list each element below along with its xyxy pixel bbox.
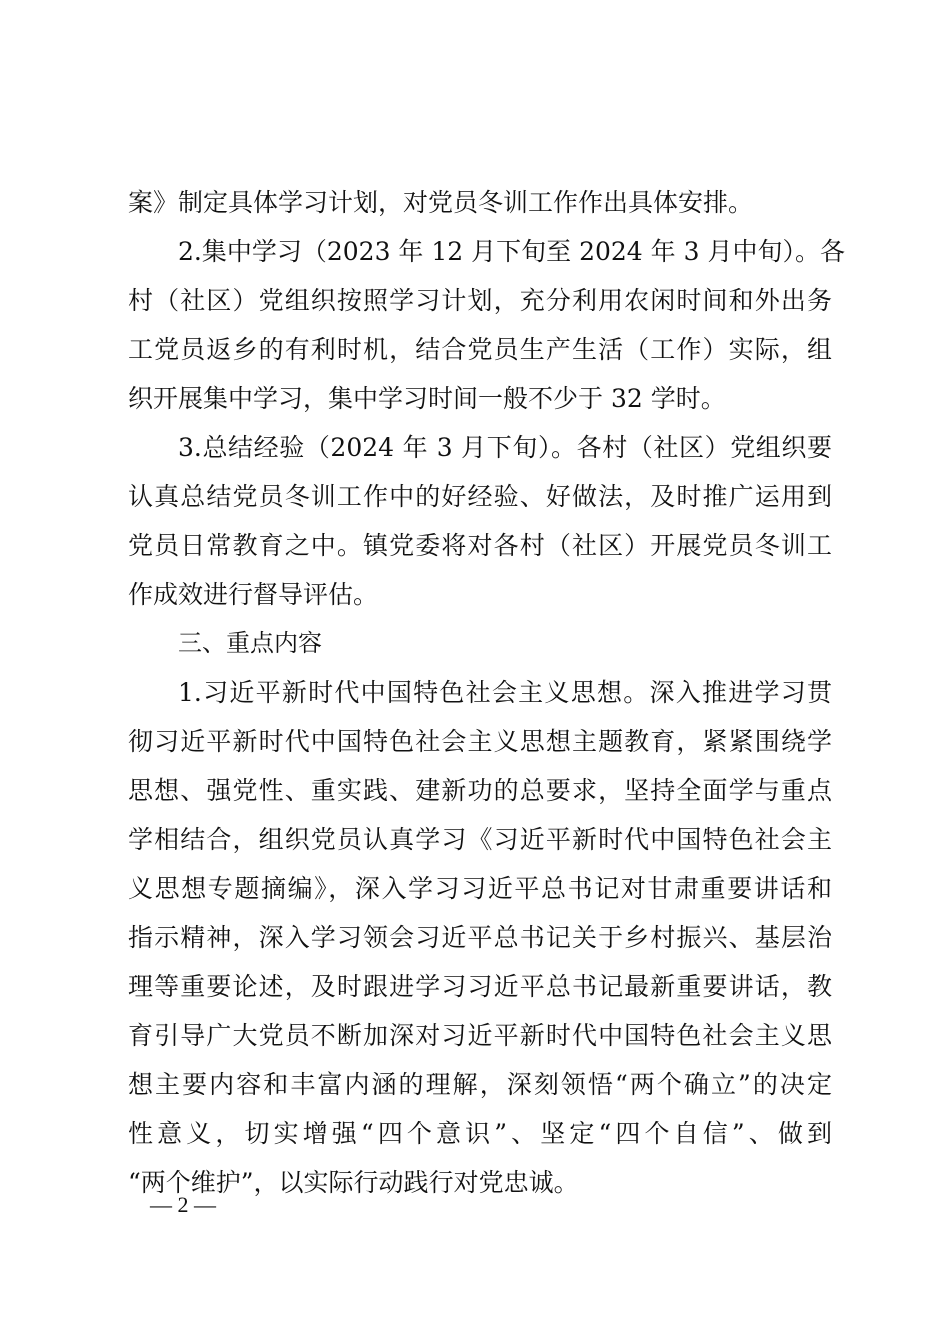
body-line: 思想、强党性、重实践、建新功的总要求，坚持全面学与重点 <box>128 776 832 805</box>
body-line: 认真总结党员冬训工作中的好经验、好做法，及时推广运用到 <box>128 482 832 511</box>
body-line: 3.总结经验（2024 年 3 月下旬）。各村（社区）党组织要 <box>178 433 832 462</box>
body-line: 想主要内容和丰富内涵的理解，深刻领悟“两个确立”的决定 <box>128 1070 832 1099</box>
body-line: 性意义，切实增强“四个意识”、坚定“四个自信”、做到 <box>128 1119 832 1148</box>
body-line: 彻习近平新时代中国特色社会主义思想主题教育，紧紧围绕学 <box>128 727 832 756</box>
body-line: 作成效进行督导评估。 <box>128 580 379 609</box>
body-line: 村（社区）党组织按照学习计划，充分利用农闲时间和外出务 <box>128 286 832 315</box>
body-line: 1.习近平新时代中国特色社会主义思想。深入推进学习贯 <box>178 678 832 707</box>
body-line: 案》制定具体学习计划，对党员冬训工作作出具体安排。 <box>128 188 754 217</box>
body-line: 理等重要论述，及时跟进学习习近平总书记最新重要讲话，教 <box>128 972 832 1001</box>
body-line: 2.集中学习（2023 年 12 月下旬至 2024 年 3 月中旬）。各 <box>178 237 845 266</box>
body-line: 育引导广大党员不断加深对习近平新时代中国特色社会主义思 <box>128 1021 832 1050</box>
body-line: 指示精神，深入学习领会习近平总书记关于乡村振兴、基层治 <box>128 923 832 952</box>
body-line: 工党员返乡的有利时机，结合党员生产生活（工作）实际，组 <box>128 335 832 364</box>
document-body <box>128 178 845 1207</box>
body-line: 义思想专题摘编》，深入学习习近平总书记对甘肃重要讲话和 <box>128 874 832 903</box>
section-heading: 三、重点内容 <box>178 629 322 657</box>
body-line: 党员日常教育之中。镇党委将对各村（社区）开展党员冬训工 <box>128 531 832 560</box>
body-line: “两个维护”，以实际行动践行对党忠诚。 <box>128 1168 579 1197</box>
body-line: 织开展集中学习，集中学习时间一般不少于 32 学时。 <box>128 384 726 413</box>
body-line: 学相结合，组织党员认真学习《习近平新时代中国特色社会主 <box>128 825 832 854</box>
page-number: — 2 — <box>150 1192 216 1217</box>
